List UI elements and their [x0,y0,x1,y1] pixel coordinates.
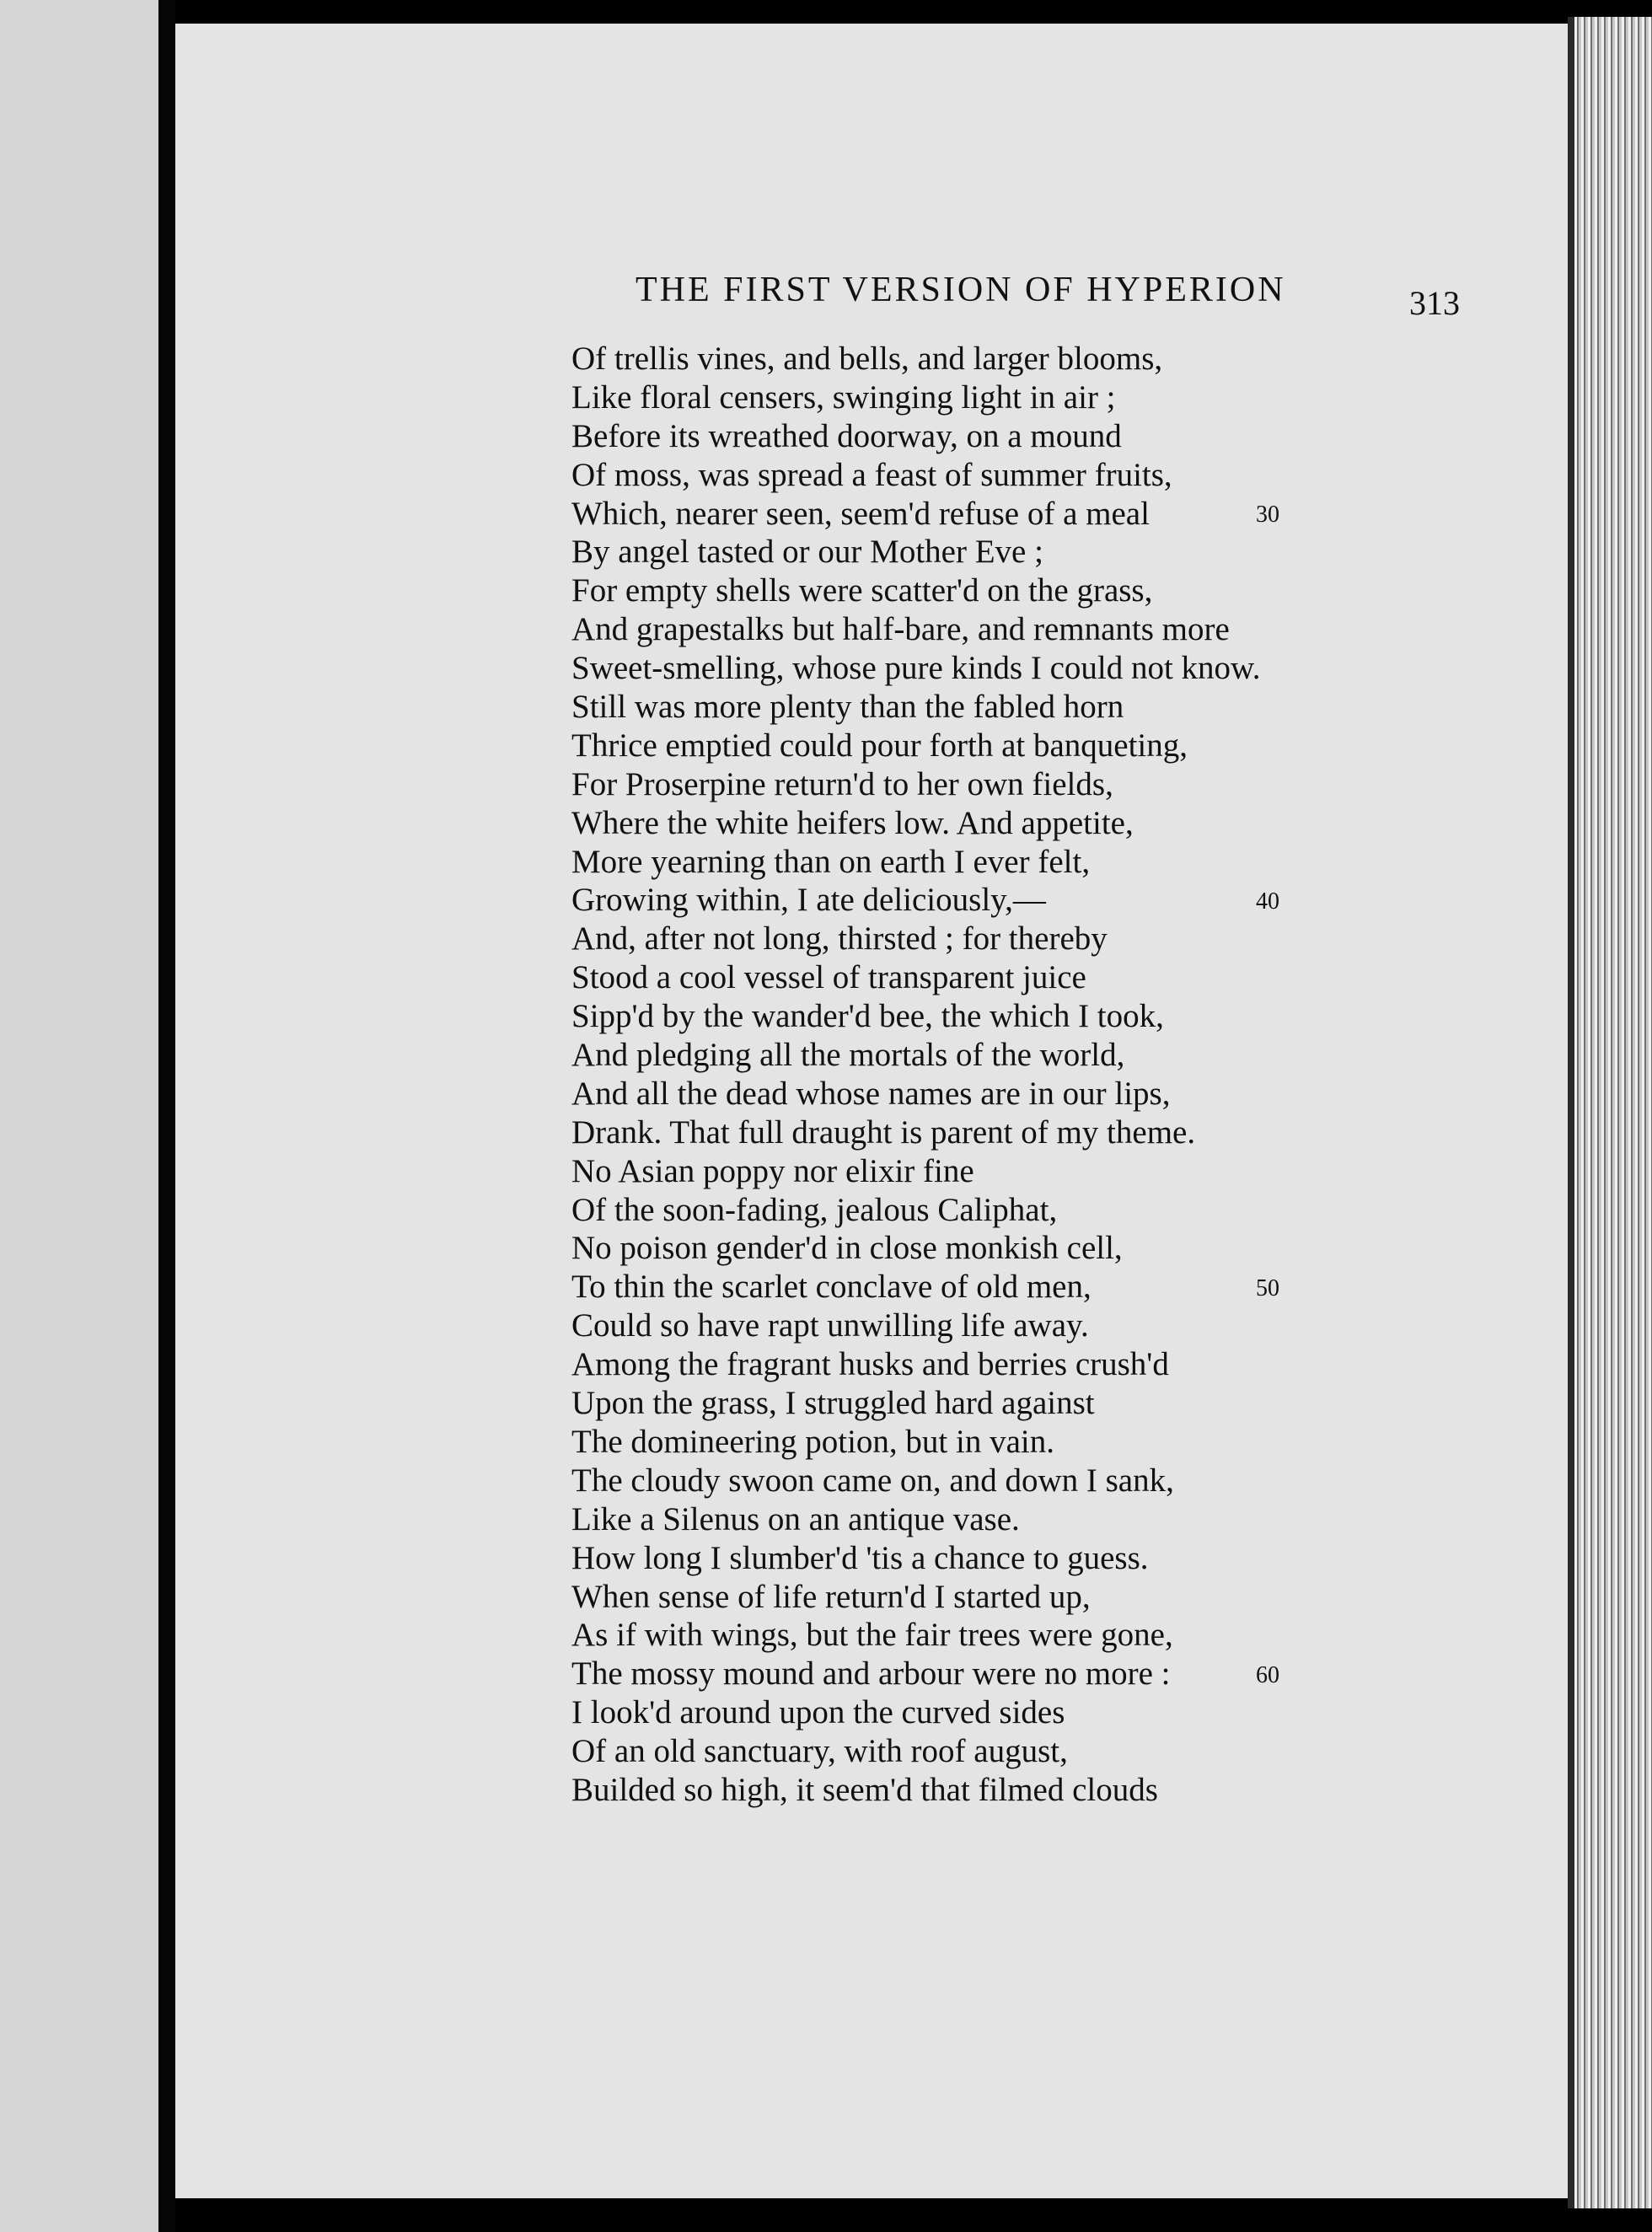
line-number: 50 [1256,1274,1279,1301]
poem-line: Drank. That full draught is parent of my theme. [571,1113,1196,1151]
poem-line: Of an old sanctuary, with roof august, [571,1733,1068,1770]
left-page-edge [0,0,158,2232]
running-head: THE FIRST VERSION OF HYPERION [636,271,1286,309]
poem-line: Builded so high, it seem'd that filmed clouds [571,1771,1158,1808]
poem-line: Sipp'd by the wander'd bee, the which I took, [571,998,1164,1035]
poem-line: To thin the scarlet conclave of old men, [571,1269,1092,1306]
poem-line: The cloudy swoon came on, and down I sank, [571,1462,1174,1499]
poem-line: Upon the grass, I struggled hard against [571,1385,1095,1422]
poem-line: Like floral censers, swinging light in air ; [571,378,1116,416]
poem-line: The domineering potion, but in vain. [571,1423,1054,1460]
book-page [175,24,1574,2198]
poem-line: Stood a cool vessel of transparent juice [571,959,1086,996]
poem-line: And pledging all the mortals of the world, [571,1037,1125,1074]
poem-line: Thrice emptied could pour forth at banqueting, [571,727,1188,764]
page-stack-edge [1574,17,1652,2208]
poem-line: Before its wreathed doorway, on a mound [571,417,1122,454]
poem-line: How long I slumber'd 'tis a chance to guess. [571,1539,1149,1576]
poem-line: Among the fragrant husks and berries crush'd [571,1346,1169,1383]
poem-line: When sense of life return'd I started up, [571,1578,1091,1615]
poem-text [571,340,1431,1810]
line-number: 30 [1256,501,1279,528]
poem-line: For Proserpine return'd to her own fields, [571,765,1113,802]
poem-line: Of moss, was spread a feast of summer fruits, [571,456,1172,493]
poem-line: Where the white heifers low. And appetite, [571,804,1134,841]
poem-line: And all the dead whose names are in our lips, [571,1075,1171,1112]
line-number: 40 [1256,888,1279,915]
line-number: 60 [1256,1661,1279,1688]
poem-line: As if with wings, but the fair trees were gone, [571,1617,1173,1654]
poem-line: And grapestalks but half-bare, and remnants more [571,611,1230,648]
poem-line: And, after not long, thirsted ; for thereby [571,920,1108,958]
poem-line: Still was more plenty than the fabled horn [571,689,1124,726]
poem-line: Sweet-smelling, whose pure kinds I could not know. [571,650,1261,687]
poem-line: Could so have rapt unwilling life away. [571,1307,1089,1344]
poem-line: No Asian poppy nor elixir fine [571,1152,974,1189]
page-number: 313 [1409,284,1460,322]
poem-line: Like a Silenus on an antique vase. [571,1500,1020,1537]
poem-line: More yearning than on earth I ever felt, [571,843,1091,880]
poem-line: Growing within, I ate deliciously,— [571,882,1046,919]
poem-line: For empty shells were scatter'd on the grass, [571,572,1153,609]
poem-line: The mossy mound and arbour were no more : [571,1655,1171,1693]
poem-line: Which, nearer seen, seem'd refuse of a meal [571,495,1150,532]
poem-line: By angel tasted or our Mother Eve ; [571,534,1043,571]
poem-line: I look'd around upon the curved sides [571,1694,1065,1731]
poem-line: Of trellis vines, and bells, and larger blooms, [571,341,1163,377]
poem-line: Of the soon-fading, jealous Caliphat, [571,1191,1058,1228]
poem-line: No poison gender'd in close monkish cell, [571,1230,1123,1267]
book-gutter [158,0,175,2232]
